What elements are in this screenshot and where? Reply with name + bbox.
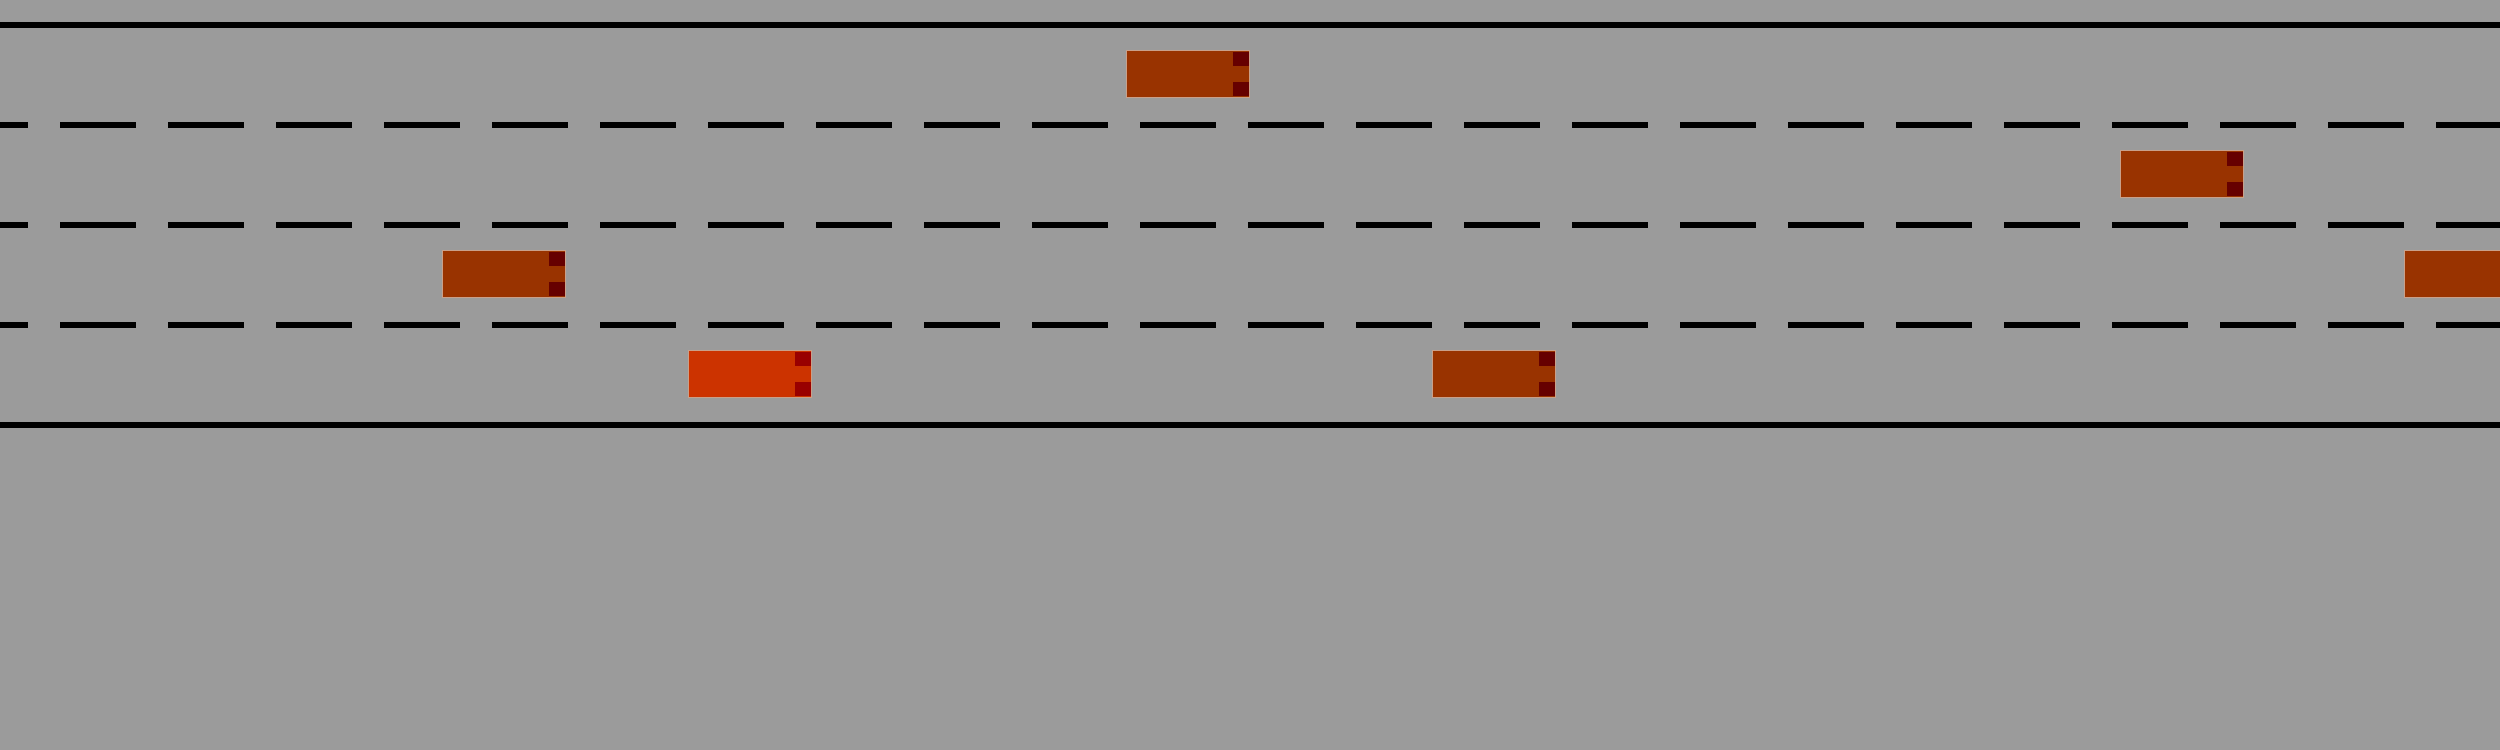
tail-light-icon — [1233, 52, 1249, 66]
road-top-boundary — [0, 22, 2500, 28]
tail-light-icon — [2227, 182, 2243, 196]
tail-light-icon — [795, 382, 811, 396]
tail-light-icon — [549, 282, 565, 296]
vehicle-lane1-a — [1126, 50, 1250, 98]
vehicle-lane4-a — [1432, 350, 1556, 398]
vehicle-ego — [688, 350, 812, 398]
tail-light-icon — [1539, 352, 1555, 366]
vehicle-lane3-a — [442, 250, 566, 298]
tail-light-icon — [795, 352, 811, 366]
lane-divider-2 — [0, 222, 2500, 228]
lane-divider-3 — [0, 322, 2500, 328]
vehicle-lane3-b — [2404, 250, 2500, 298]
tail-light-icon — [2227, 152, 2243, 166]
road-bottom-boundary — [0, 422, 2500, 428]
lane-divider-1 — [0, 122, 2500, 128]
vehicle-lane2-a — [2120, 150, 2244, 198]
tail-light-icon — [1233, 82, 1249, 96]
tail-light-icon — [549, 252, 565, 266]
tail-light-icon — [1539, 382, 1555, 396]
